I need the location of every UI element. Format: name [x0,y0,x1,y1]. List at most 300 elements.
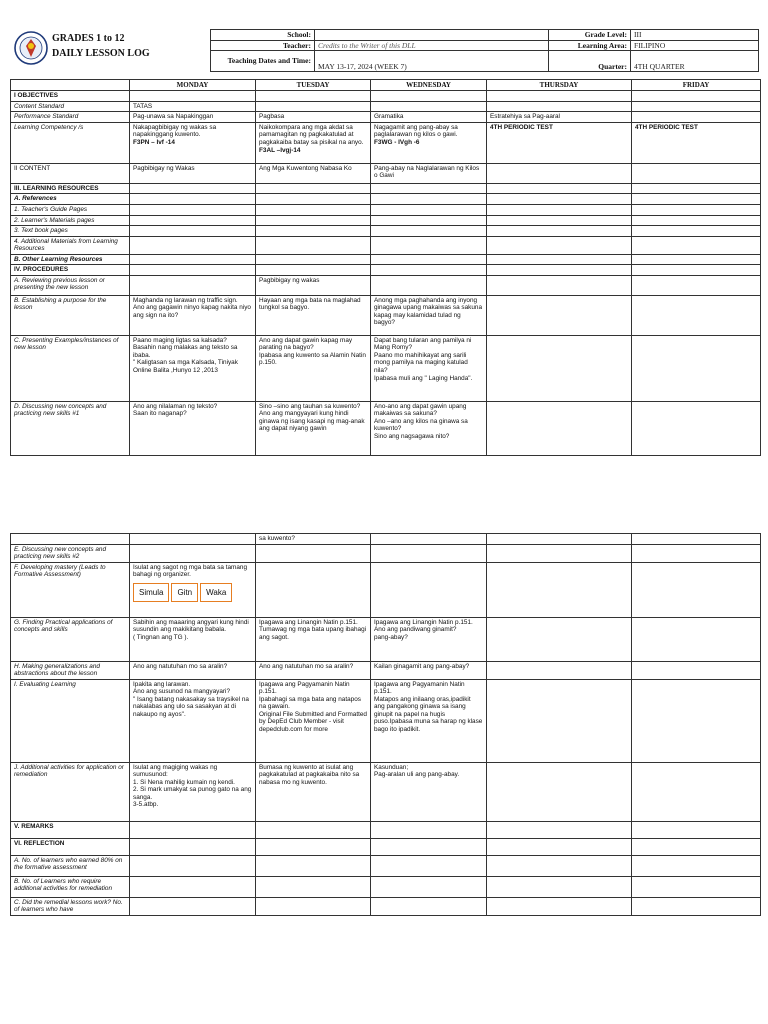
cell-wednesday [371,265,487,276]
cell-wednesday [371,112,487,123]
cell-line: " Isang batang nakasakay sa traysikel na nakalabas ang ulo sa sasakyan at di nakaupo ng ayos". [133,695,249,718]
cell-friday [632,821,761,838]
cell-thursday [487,101,632,112]
cell-friday [632,204,761,215]
cell-line: A. References [14,195,57,203]
row-label [11,194,130,205]
cell-thursday [487,122,632,163]
cell-tuesday [256,295,371,335]
cell-line: F3AL –Ivgj-14 [259,146,301,154]
row-label [11,876,130,897]
cell-line: Paano maging ligtas sa kalsada? [133,336,227,344]
table-row [11,661,761,679]
cell-friday [632,295,761,335]
cell-monday [130,401,256,455]
cell-monday [130,295,256,335]
cell-tuesday [256,897,371,915]
organizer-box: Simula [133,583,169,602]
cell-line: Saan ito naganap? [133,410,187,418]
cell-tuesday [256,215,371,226]
table-row [11,254,761,265]
cell-tuesday [256,335,371,401]
table-row [11,112,761,123]
cell-thursday [487,855,632,876]
cell-monday [130,821,256,838]
cell-thursday [487,821,632,838]
table-row [11,544,761,562]
cell-wednesday [371,101,487,112]
row-label [11,163,130,183]
day-header-monday: MONDAY [130,80,256,91]
cell-thursday [487,679,632,762]
cell-friday [632,679,761,762]
cell-thursday [487,876,632,897]
cell-line: 4TH PERIODIC TEST [490,123,553,131]
cell-monday [130,544,256,562]
cell-line: Ipabasa muli ang " Laging Handa". [374,374,473,382]
cell-line: Online Balita ,Hunyo 12 ,2013 [133,367,218,374]
cell-monday [130,122,256,163]
cell-line: C. Did the remedial lessons work? No. of learners who have [14,898,123,914]
row-label [11,855,130,876]
cell-wednesday [371,335,487,401]
cell-line: Ano-ano ang dapat gawin upang makaiwas sa sakuna? [374,402,467,418]
cell-tuesday [256,562,371,617]
cell-wednesday [371,226,487,237]
cell-line: I. Evaluating Learning [14,680,76,688]
cell-tuesday [256,226,371,237]
cell-line: 2. Si mark umakyat sa punog gato na ang sanga. [133,786,252,801]
cell-monday [130,215,256,226]
table-row [11,295,761,335]
cell-line: G. Finding Practical applications of concepts and skills [14,618,113,634]
cell-continuation [130,534,256,545]
row-label [11,679,130,762]
cell-tuesday [256,204,371,215]
row-label [11,275,130,295]
cell-friday [632,661,761,679]
row-label [11,101,130,112]
cell-line: 4TH PERIODIC TEST [635,123,698,131]
row-label [11,265,130,276]
cell-line: Ipabasa ang kuwento sa Alamin Natin p.150. [259,351,366,367]
cell-empty [487,534,632,545]
dll-header [10,27,760,73]
cell-friday [632,275,761,295]
cell-line: Pagbibigay ng wakas [259,276,320,284]
cell-empty [11,534,130,545]
cell-wednesday [371,194,487,205]
cell-line: Matapos ang inilaang oras,ipadikit ang pangakong ginawa sa isang ginupit na papel na hugis puso.Ipabasa muna sa harap ng klase bago ito ipadikit. [374,695,483,734]
header-blank [11,80,130,91]
cell-line: Learning Competency /s [14,123,84,131]
cell-line: Basahin nang malakas ang teksto sa ibaba. [133,344,238,359]
cell-tuesday [256,101,371,112]
cell-friday [632,401,761,455]
cell-friday [632,91,761,102]
cell-line: Content Standard [14,102,65,110]
cell-monday [130,204,256,215]
cell-monday [130,226,256,237]
organizer-box: Waka [200,583,232,602]
cell-thursday [487,897,632,915]
cell-thursday [487,163,632,183]
cell-line: Ano ang gagawin ninyo kapag nakita niyo ang sign na ito? [133,304,251,319]
cell-thursday [487,265,632,276]
cell-monday [130,617,256,661]
cell-friday [632,254,761,265]
cell-line: Kailan ginagamit ang pang-abay? [374,662,470,670]
cell-friday [632,122,761,163]
cell-wednesday [371,275,487,295]
cell-line: Ipagawa ang Pagyamanin Natin p.151. [259,680,350,696]
cell-friday [632,194,761,205]
cell-line: Original File Submitted and Formatted by DepEd Club Member - visit depedclub.com for more [259,710,367,734]
cell-tuesday [256,254,371,265]
row-label [11,112,130,123]
cell-line: Bumasa ng kuwento at isulat ang pagkakatulad at pagkakaiba nito sa nabasa mo ng kuwento. [259,763,360,786]
cell-tuesday [256,236,371,254]
cell-thursday [487,838,632,855]
cell-wednesday [371,295,487,335]
cell-line: B. No. of Learners who require additional activities for remediation [14,877,113,893]
cell-line: ( Tingnan ang TG ). [133,633,189,641]
deped-seal-icon [14,31,48,65]
table-row [11,855,761,876]
row-label [11,544,130,562]
cell-line: F3PN – Ivf -14 [133,138,175,146]
cell-tuesday [256,762,371,821]
cell-monday [130,661,256,679]
cell-line: J. Additional activities for application or remediation [14,763,124,779]
cell-line: Ipagawa ang Linangin Natin p.151. [259,618,358,626]
cell-tuesday [256,265,371,276]
cell-line: D. Discussing new concepts and practicing new skills #1 [14,402,107,418]
table-row [11,204,761,215]
cell-empty [371,534,487,545]
cell-line: pang-abay? [374,633,408,641]
cell-monday [130,101,256,112]
cell-line: Nakapagbibigay ng wakas sa napakinggang kuwento. [133,123,217,139]
cell-monday [130,254,256,265]
cell-thursday [487,335,632,401]
cell-line: Ano ang natutuhan mo sa aralin? [133,662,228,670]
cell-line: " Kaligtasan sa mga Kalsada, Tiniyak [133,359,238,367]
cell-line: Kasunduan; [374,763,409,771]
area-label: Learning Area: [549,40,631,51]
cell-line: 3-5.atbp. [133,801,159,809]
cell-line: Pang-abay na Naglalarawan ng Kilos o Gawi [374,164,480,180]
cell-line: Estratehiya sa Pag-aaral [490,113,560,121]
table-row [11,562,761,617]
cell-thursday [487,194,632,205]
cell-wednesday [371,401,487,455]
cell-line: B. Establishing a purpose for the lesson [14,296,107,312]
teacher-value: Credits to the Writer of this DLL [315,40,549,51]
cell-line: Ano ang pandiwang ginamit? [374,626,457,634]
table-row [11,617,761,661]
row-label [11,204,130,215]
cell-wednesday [371,617,487,661]
quarter-value: 4TH QUARTER [631,51,759,72]
lesson-grid-part1 [10,79,761,456]
cell-friday [632,163,761,183]
cell-line: Anong mga paghahanda ang inyong ginagawa upang makaiwas sa sakuna kapag may kalamidad tulad ng bagyo? [374,296,483,327]
cell-wednesday [371,91,487,102]
cell-friday [632,335,761,401]
table-row [11,194,761,205]
table-row [11,215,761,226]
cell-line: V. REMARKS [14,822,54,830]
cell-wednesday [371,562,487,617]
cell-thursday [487,762,632,821]
cell-tuesday [256,838,371,855]
row-label [11,661,130,679]
cell-line: Ipagawa ang Linangin Natin p.151. [374,618,473,626]
cell-tuesday [256,112,371,123]
cell-line: Naikokompara ang mga akdat sa pamamagitan ng pagkakatulad at pagkakaiba batay sa pisikal na anyo. [259,123,364,146]
cell-wednesday [371,876,487,897]
cell-line: Gramatika [374,113,404,121]
row-label [11,215,130,226]
cell-line: Isulat ang magiging wakas ng sumusunod: [133,763,218,779]
dates-label: Teaching Dates and Time: [211,51,315,72]
cell-line: F3WG - IVgh -6 [374,138,420,146]
cell-thursday [487,617,632,661]
row-label [11,226,130,237]
row-label [11,122,130,163]
row-label [11,236,130,254]
cell-line: 1. Teacher's Guide Pages [14,205,88,213]
cell-thursday [487,226,632,237]
cell-line: Ano ang dapat gawin kapag may parating na bagyo? [259,336,353,352]
table-row [11,122,761,163]
table-row [11,236,761,254]
cell-tuesday [256,275,371,295]
cell-line: Ipakita ang larawan. [133,680,191,688]
table-row [11,838,761,855]
cell-thursday [487,215,632,226]
table-row [11,401,761,455]
cell-monday [130,335,256,401]
cell-line: Tumawag ng mga bata upang ibahagi ang sagot. [259,626,367,641]
cell-line: Ano ang mangyayari kung hindi ginawa ng isang kasapi ng mag-anak ang dapat niyang gawin [259,410,365,433]
row-label [11,562,130,617]
cell-wednesday [371,897,487,915]
cell-tuesday [256,122,371,163]
cell-tuesday [256,876,371,897]
cell-thursday [487,112,632,123]
cell-monday [130,236,256,254]
cell-line: F. Developing mastery (Leads to Formative Assessment) [14,563,106,579]
meta-table [210,29,759,72]
row-label [11,838,130,855]
table-row [11,762,761,821]
cell-line: Sino –sino ang tauhan sa kuwento? [259,402,361,410]
school-label: School: [211,30,315,41]
cell-tuesday [256,194,371,205]
cell-monday [130,897,256,915]
cell-line: Ano ang susunod na mangyayari? [133,688,230,696]
teacher-label: Teacher: [211,40,315,51]
cell-tuesday [256,183,371,194]
continuation-row [11,534,761,545]
cell-monday [130,762,256,821]
row-label [11,401,130,455]
quarter-label: Quarter: [549,51,631,72]
cell-thursday [487,562,632,617]
brand-dll: DAILY LESSON LOG [52,48,150,59]
cell-line: A. No. of learners who earned 80% on the formative assessment [14,856,123,872]
cell-friday [632,855,761,876]
day-header-thursday: THURSDAY [487,80,632,91]
cell-line: Ang Mga Kuwentong Nabasa Ko [259,164,352,172]
cell-wednesday [371,236,487,254]
cell-line: Ipabahagi sa mga bata ang natapos na gawain. [259,695,361,711]
cell-line: II CONTENT [14,164,51,172]
organizer-box: Gitn [171,583,198,602]
cell-friday [632,838,761,855]
table-row [11,335,761,401]
cell-monday [130,275,256,295]
table-row [11,876,761,897]
cell-line: Pag-aralan uli ang pang-abay. [374,771,460,779]
cell-monday [130,163,256,183]
cell-tuesday [256,163,371,183]
cell-thursday [487,183,632,194]
cell-friday [632,876,761,897]
cell-monday [130,265,256,276]
cell-line: C. Presenting Examples/instances of new lesson [14,336,119,352]
cell-line: H. Making generalizations and abstractions about the lesson [14,662,100,678]
cell-friday [632,265,761,276]
cell-line: 4. Additional Materials from Learning Resources [14,237,118,253]
cell-line: Pag-unawa sa Napakinggan [133,113,214,121]
cell-line: Maghanda ng larawan ng traffic sign. [133,296,238,304]
cell-line: Isulat ang sagot ng mga bata sa tamang bahagi ng organizer. [133,563,248,579]
cell-thursday [487,544,632,562]
cell-line: Dapat bang tularan ang pamilya ni Mang Romy? [374,336,472,352]
cell-friday [632,226,761,237]
cell-friday [632,617,761,661]
cell-tuesday [256,617,371,661]
cell-line: Sabihin ang maaaring angyari kung hindi susundin ang makikitang babala. [133,618,249,634]
cell-tuesday [256,661,371,679]
cell-line: Ano –ano ang kilos na ginawa sa kuwento? [374,417,468,433]
row-label [11,762,130,821]
cell-tuesday [256,544,371,562]
cell-wednesday [371,122,487,163]
cell-line: VI. REFLECTION [14,839,65,847]
table-row [11,897,761,915]
cell-thursday [487,236,632,254]
cell-tuesday [256,91,371,102]
cell-thursday [487,275,632,295]
row-label [11,254,130,265]
cell-friday [632,101,761,112]
cell-line: III. LEARNING RESOURCES [14,184,99,192]
grade-label: Grade Level: [549,30,631,41]
cell-line: Ano ang natutuhan mo sa aralin? [259,662,354,670]
cell-thursday [487,661,632,679]
cell-wednesday [371,661,487,679]
cell-tuesday [256,401,371,455]
cell-empty [632,534,761,545]
table-row [11,101,761,112]
cell-friday [632,562,761,617]
cell-line: Ipagawa ang Pagyamanin Natin p.151. [374,680,465,696]
cell-line: Pagbibigay ng Wakas [133,164,195,172]
brand-grades: GRADES 1 to 12 [52,33,125,44]
cell-monday [130,112,256,123]
cell-wednesday [371,838,487,855]
area-value: FILIPINO [631,40,759,51]
cell-monday [130,679,256,762]
cell-wednesday [371,679,487,762]
cell-wednesday [371,544,487,562]
cell-monday [130,838,256,855]
table-row [11,679,761,762]
school-value [315,30,549,41]
cell-tuesday [256,679,371,762]
cell-monday [130,855,256,876]
row-label [11,821,130,838]
cell-friday [632,215,761,226]
cell-friday [632,236,761,254]
day-header-friday: FRIDAY [632,80,761,91]
cell-wednesday [371,254,487,265]
cell-thursday [487,295,632,335]
story-organizer [133,583,252,602]
row-label [11,897,130,915]
dates-value: MAY 13-17, 2024 (WEEK 7) [315,51,549,72]
cell-empty: sa kuwento? [256,534,371,545]
cell-friday [632,544,761,562]
cell-wednesday [371,855,487,876]
row-label [11,617,130,661]
table-row [11,163,761,183]
cell-line: Pagbasa [259,113,285,121]
row-label [11,91,130,102]
cell-line: Ano ang nilalaman ng teksto? [133,402,218,410]
day-header-wednesday: WEDNESDAY [371,80,487,91]
cell-line: E. Discussing new concepts and practicing new skills #2 [14,545,107,561]
cell-friday [632,897,761,915]
table-row [11,91,761,102]
table-row [11,821,761,838]
cell-monday [130,876,256,897]
cell-thursday [487,254,632,265]
cell-thursday [487,204,632,215]
cell-line: Nagagamit ang pang-abay sa paglalarawan ng kilos o gawi. [374,123,458,139]
cell-friday [632,183,761,194]
day-header-tuesday: TUESDAY [256,80,371,91]
cell-wednesday [371,163,487,183]
cell-wednesday [371,204,487,215]
table-row [11,265,761,276]
cell-friday [632,762,761,821]
cell-line: IV. PROCEDURES [14,266,69,274]
cell-line: Performance Standard [14,113,79,121]
cell-thursday [487,401,632,455]
row-label [11,183,130,194]
grade-value: III [631,30,759,41]
cell-wednesday [371,821,487,838]
cell-line: I OBJECTIVES [14,92,59,100]
cell-wednesday [371,215,487,226]
cell-monday [130,562,256,617]
cell-line: TATAS [133,102,153,110]
